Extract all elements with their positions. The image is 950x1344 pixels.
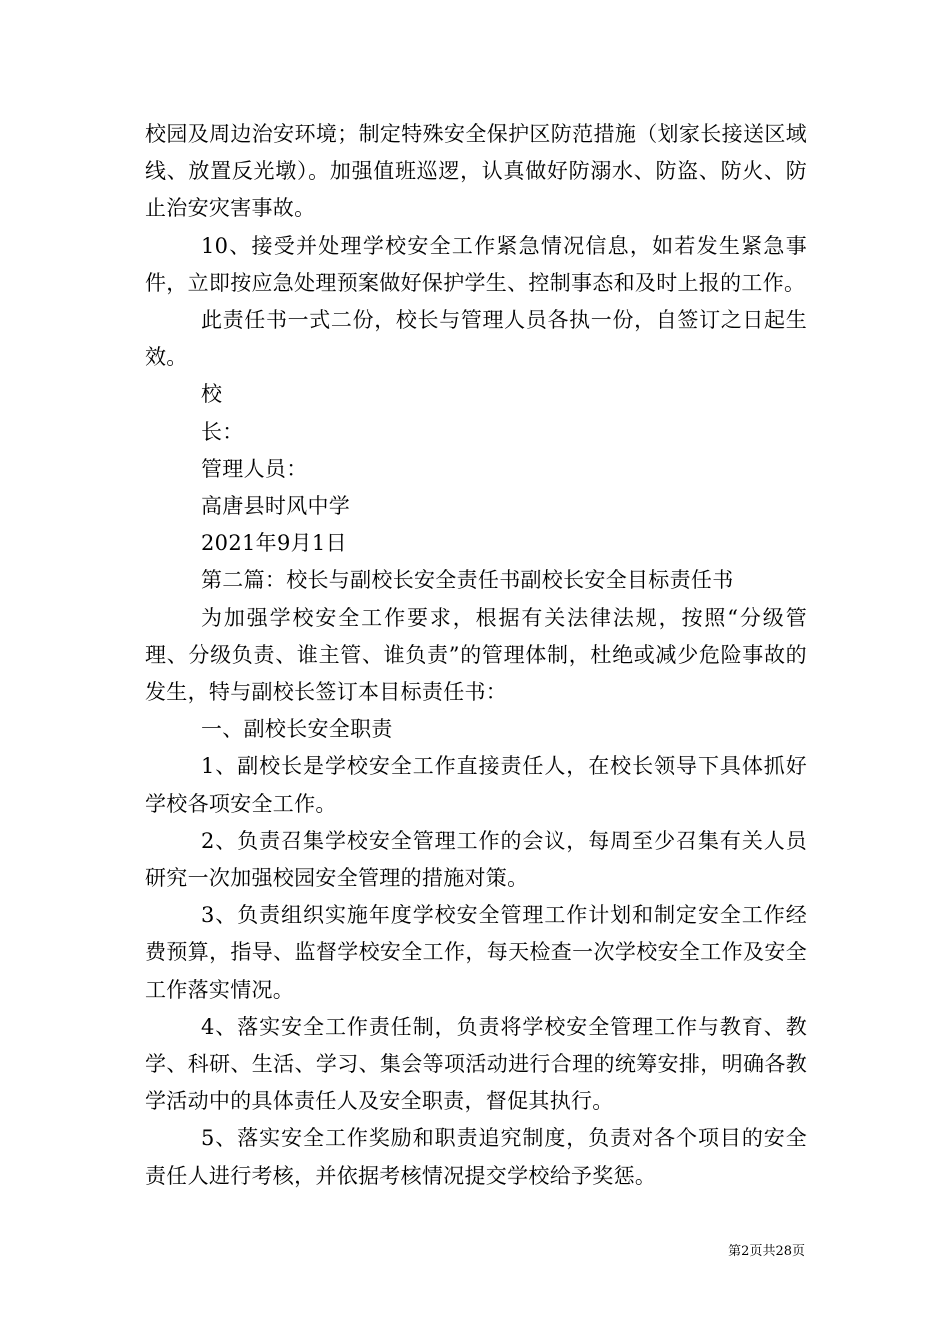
document-body: [145, 116, 807, 1195]
paragraph-0: 校园及周边治安环境；制定特殊安全保护区防范措施（划家长接送区域线、放置反光墩）。加强值班巡逻，认真做好防溺水、防盗、防火、防止治安灾害事故。: [145, 122, 807, 221]
subsection-heading: 一、副校长安全职责: [201, 717, 393, 742]
page-number-footer: 第2页共28页: [728, 1244, 805, 1259]
paragraph-12: 2、负责召集学校安全管理工作的会议，每周至少召集有关人员研究一次加强校园安全管理的措施对策。: [145, 828, 807, 891]
paragraph-13: 3、负责组织实施年度学校安全管理工作计划和制定安全工作经费预算，指导、监督学校安全工作，每天检查一次学校安全工作及安全工作落实情况。: [145, 903, 807, 1002]
paragraph-14: 4、落实安全工作责任制，负责将学校安全管理工作与教育、教学、科研、生活、学习、集会等项活动进行合理的统筹安排，明确各教学活动中的具体责任人及安全职责，督促其执行。: [145, 1014, 807, 1114]
section-heading: 第二篇：校长与副校长安全责任书副校长安全目标责任书: [201, 568, 734, 593]
document-date: 2021年9月1日: [201, 531, 347, 556]
signature-principal-line-1: 校: [201, 382, 223, 407]
paragraph-2: 此责任书一式二份，校长与管理人员各执一份，自签订之日起生效。: [145, 308, 807, 370]
paragraph-1: 10、接受并处理学校安全工作紧急情况信息，如若发生紧急事件，立即按应急处理预案做好保护学生、控制事态和及时上报的工作。: [145, 233, 807, 295]
paragraph-11: 1、副校长是学校安全工作直接责任人，在校长领导下具体抓好学校各项安全工作。: [145, 754, 807, 816]
school-name: 高唐县时风中学: [201, 494, 351, 519]
paragraph-15: 5、落实安全工作奖励和职责追究制度，负责对各个项目的安全责任人进行考核，并依据考核情况提交学校给予奖惩。: [145, 1126, 807, 1188]
signature-principal-line-2: 长：: [201, 419, 244, 444]
paragraph-9: 为加强学校安全工作要求，根据有关法律法规，按照“分级管理、分级负责、谁主管、谁负责”的管理体制，杜绝或减少危险事故的发生，特与副校长签订本目标责任书：: [145, 605, 807, 705]
signature-manager: 管理人员：: [201, 456, 308, 481]
